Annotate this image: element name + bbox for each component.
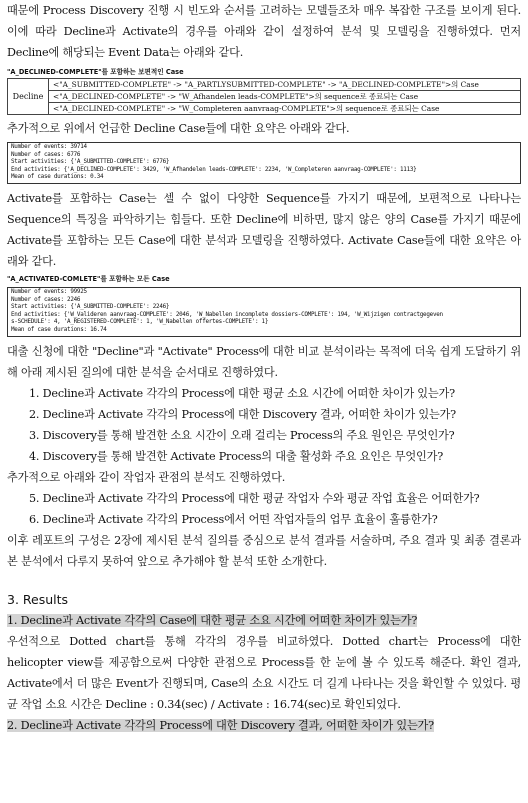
summary-line: End activities: {'A_DECLINED-COMPLETE': 3429, 'W_Afhandelen leads-COMPLETE': 2234, 'W_Completeren aanvraag-COMPLETE': 1113} — [11, 166, 417, 173]
summary-line: Start activities: {'A_SUBMITTED-COMPLETE': 2246} — [11, 304, 170, 311]
intro-paragraph: 때문에 Process Discovery 진행 시 빈도와 순서를 고려하는 모델들조차 매우 복잡한 구조를 보이게 된다. 이에 따라 Decline과 Activate의 경우를 아래와 같이 설정하여 분석 및 모델링을 진행하였다. 먼저 Decline에 해당되는 Event Data는 아래와 같다. — [7, 4, 521, 59]
activate-paragraph: Activate를 포함하는 Case는 셀 수 없이 다양한 Sequence를 가지기 때문에, 보편적으로 나타나는 Sequence의 특징을 파악하기는 힘들다. 또한 Decline에 비하면, 많지 않은 양의 Case를 가지기 때문에 Activate를 포함하는 모든 Case에 대한 분석과 모델링을 진행하였다. Activate Case들에 대한 요약은 아래와 같다. — [7, 191, 521, 268]
summary-line: Number of cases: 2246 — [11, 296, 81, 303]
compare-paragraph: 대출 신청에 대한 "Decline"과 "Activate" Process에 대한 비교 분석이라는 목적에 더욱 쉽게 도달하기 위해 아래 제시된 질의에 대한 분석을 순서대로 진행하였다. — [7, 344, 521, 379]
question-list-worker — [7, 488, 521, 530]
activate-caption: "A_ACTIVATED-COMLETE"를 포함하는 모든 Case — [7, 274, 170, 283]
results-question-2-line — [7, 715, 521, 736]
results-paragraph: 우선적으로 Dotted chart를 통해 각각의 경우를 비교하였다. Dotted chart는 Process에 대한 helicopter view를 제공함으로써 다양한 관점으로 Process를 한 눈에 볼 수 있도록 해준다. 확인 결과, Activate에서 더 많은 Event가 진행되며, Case의 소요 시간도 더 길게 나타나는 것을 확인할 수 있었다. 평균 작업 소요 시간은 Decline : 0.34(sec) / Activate : 16.74(sec)로 확인되었다. — [7, 634, 521, 711]
question-item: 4. Discovery를 통해 발견한 Activate Process의 대출 활성화 주요 요인은 무엇인가? — [29, 449, 443, 463]
results-question-1: 1. Decline과 Activate 각각의 Case에 대한 평균 소요 시간에 어떠한 차이가 있는가? — [7, 613, 418, 627]
question-item: 1. Decline과 Activate 각각의 Process에 대한 평균 소요 시간에 어떠한 차이가 있는가? — [29, 386, 455, 400]
question-item: 6. Decline과 Activate 각각의 Process에서 어떤 작업자들의 업무 효율이 훌륭한가? — [29, 512, 438, 526]
summary-line: End activities: {'W_Valideren aanvraag-COMPLETE': 2046, 'W_Nabellen incomplete dossiers-COMPLETE': 194, 'W_Wijzigen contractgegeven — [11, 311, 443, 318]
results-question-2: 2. Decline과 Activate 각각의 Process에 대한 Discovery 결과, 어떠한 차이가 있는가? — [7, 718, 434, 732]
worker-paragraph: 추가적으로 아래와 같이 작업자 관점의 분석도 진행하였다. — [7, 470, 286, 484]
question-item: 5. Decline과 Activate 각각의 Process에 대한 평균 작업자 수와 평균 작업 효율은 어떠한가? — [29, 491, 480, 505]
activate-summary-box — [7, 287, 521, 337]
decline-label: Decline — [8, 79, 49, 115]
summary-line: Mean of case durations: 16.74 — [11, 326, 107, 333]
outline-paragraph: 이후 레포트의 구성은 2장에 제시된 분석 질의를 중심으로 분석 결과를 서술하며, 주요 결과 및 최종 결론과 본 분석에서 다루지 못하여 앞으로 추가해야 할 분석 또한 소개한다. — [7, 533, 521, 568]
results-question-1-line — [7, 610, 521, 631]
results-heading: 3. Results — [7, 591, 69, 607]
summary-line: Start activities: {'A_SUBMITTED-COMPLETE': 6776} — [11, 159, 170, 166]
question-item: 2. Decline과 Activate 각각의 Process에 대한 Discovery 결과, 어떠한 차이가 있는가? — [29, 407, 456, 421]
summary-line: Number of cases: 6776 — [11, 151, 81, 158]
summary-line: Number of events: 39714 — [11, 144, 87, 150]
decline-row: <"A_DECLINED-COMPLETE" -> "W_Completeren aanvraag-COMPLETE">의 sequence로 종료되는 Case — [49, 103, 521, 115]
decline-case-table — [7, 78, 521, 115]
summary-line: Mean of case durations: 0.34 — [11, 174, 104, 181]
question-item: 3. Discovery를 통해 발견한 소요 시간이 오래 걸리는 Process의 주요 원인은 무엇인가? — [29, 428, 455, 442]
question-list — [7, 383, 521, 467]
decline-summary-intro: 추가적으로 위에서 언급한 Decline Case들에 대한 요약은 아래와 같다. — [7, 122, 350, 135]
decline-caption: "A_DECLINED-COMPLETE"를 포함하는 보편적인 Case — [7, 68, 184, 76]
decline-summary-box — [7, 142, 521, 184]
decline-row: <"A_DECLINED-COMPLETE" -> "W_Afhandelen leads-COMPLETE">의 sequence로 종료되는 Case — [49, 91, 521, 103]
summary-line: Number of events: 99925 — [11, 288, 87, 295]
summary-line: s-SCHEDULE': 4, 'A_REGISTERED-COMPLETE': 1, 'W_Nabellen offertes-COMPLETE': 1} — [11, 319, 269, 326]
decline-row: <"A_SUBMITTED-COMPLETE" -> "A_PARTLYSUBMITTED-COMPLETE" -> "A_DECLINED-COMPLETE">의 Case — [49, 79, 521, 91]
